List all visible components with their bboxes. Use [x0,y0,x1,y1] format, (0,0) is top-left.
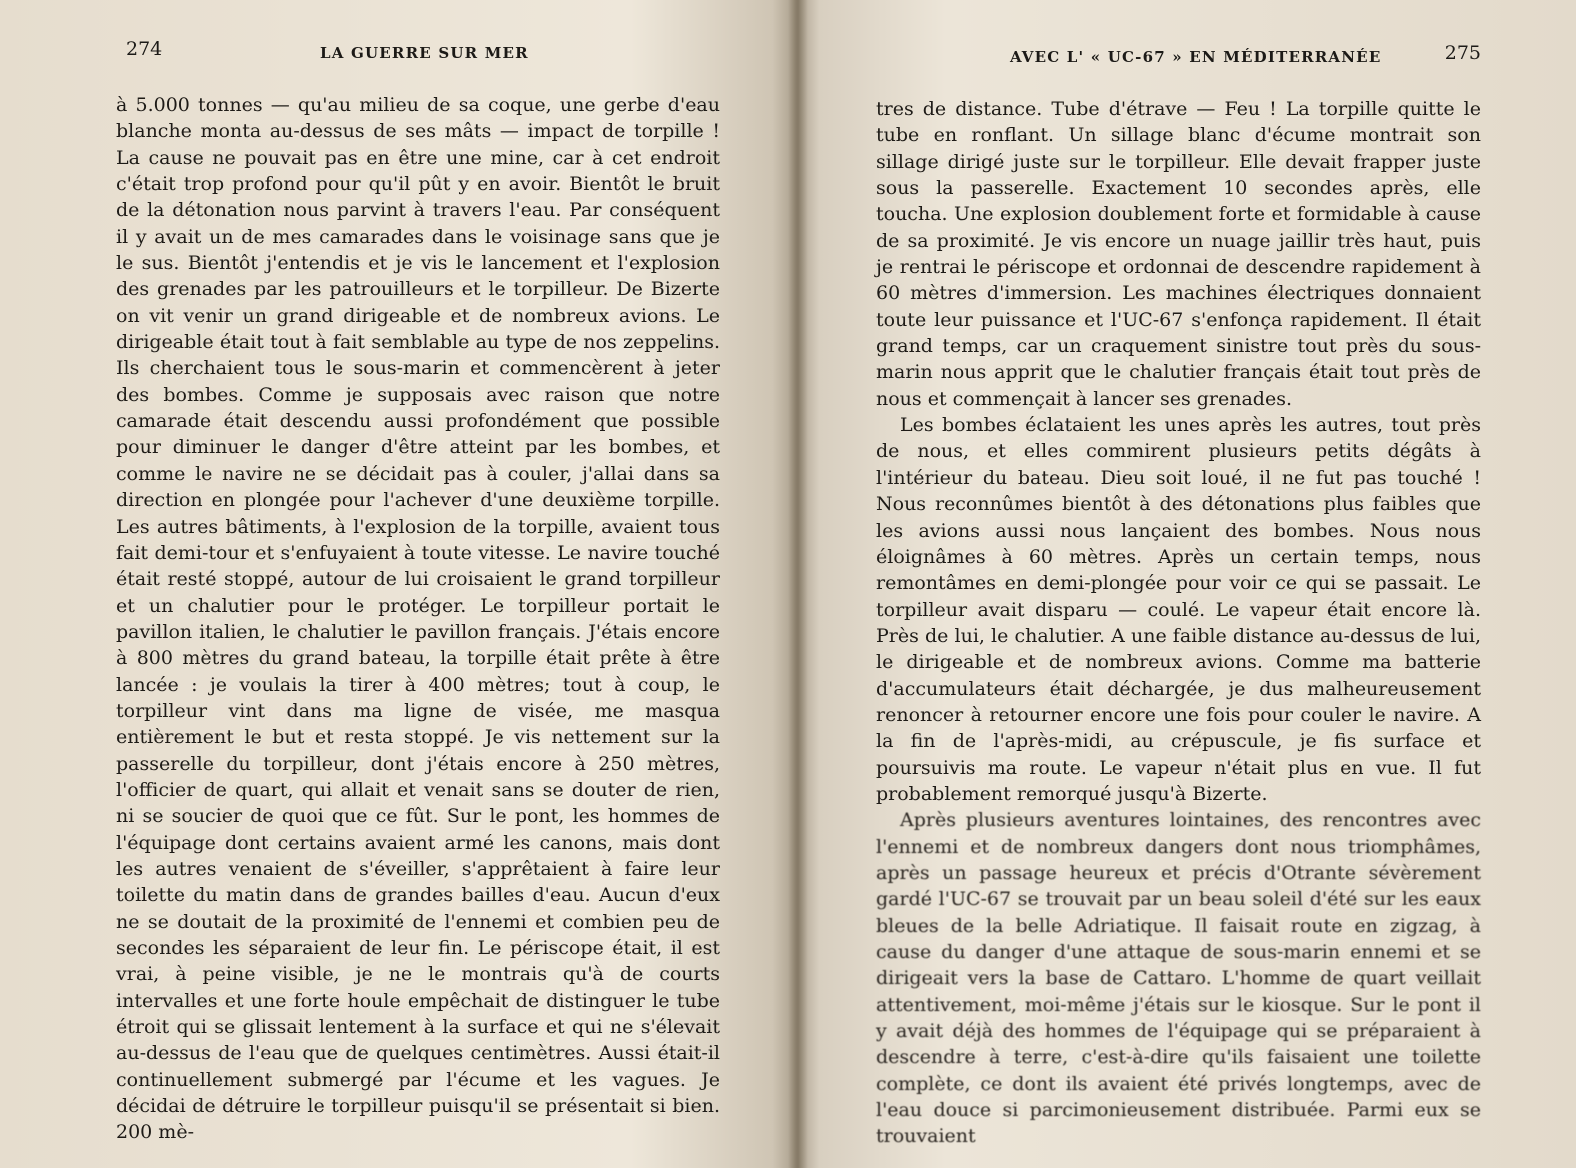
body-text-right [876,96,1481,1150]
running-head-left [108,38,720,72]
running-title-left: LA GUERRE SUR MER [320,44,529,62]
paragraph: à 5.000 tonnes — qu'au milieu de sa coque, une gerbe d'eau blanche monta au-dessus de ses mâts — impact de torpille ! La cause ne pouvait pas en être une mine, car à cet endroit c'était trop profond pour qu'il pût y en avoir. Bientôt le bruit de la détonation nous parvint à travers l'eau. Par conséquent il y avait un de mes camarades dans le voisinage sans que je le sus. Bientôt j'entendis et je vis le lancement et l'explosion des grenades par les patrouilleurs et le torpilleur. De Bizerte on vit venir un grand dirigeable et de nombreux avions. Le dirigeable était tout à fait semblable au type de nos zeppelins. Ils cherchaient tous le sous-marin et commencèrent à jeter des bombes. Comme je supposais avec raison que notre camarade était descendu aussi profondément que possible pour diminuer le danger d'être atteint par les bombes, et comme le navire ne se décidait pas à couler, j'allai dans sa direction en plongée pour l'achever d'une deuxième torpille. Les autres bâtiments, à l'explosion de la torpille, avaient tous fait demi-tour et s'enfuyaient à toute vitesse. Le navire touché était resté stoppé, autour de lui croisaient le grand torpilleur et un chalutier pour le protéger. Le torpilleur portait le pavillon italien, le chalutier le pavillon français. J'étais encore à 800 mètres du grand bateau, la torpille était prête à être lancée : je voulais la tirer à 400 mètres; tout à coup, le torpilleur vint dans ma ligne de visée, me masqua entièrement le but et resta stoppé. Je vis nettement sur la passerelle du torpilleur, dont j'étais encore à 250 mètres, l'officier de quart, qui allait et venait sans se douter de rien, ni se soucier de quoi que ce fût. Sur le pont, les hommes de l'équipage dont certains avaient armé les canons, mais dont les autres venaient de s'éveiller, s'apprêtaient à faire leur toilette du matin dans de grandes bailles d'eau. Aucun d'eux ne se doutait de la proximité de l'ennemi et combien peu de secondes les séparaient de leur fin. Le périscope était, il est vrai, à peine visible, je ne le montrais qu'à de courts intervalles et une forte houle empêchait de distinguer le tube étroit qui se glissait lentement à la surface et qui ne s'élevait au-dessus de l'eau que de quelques centimètres. Aussi était-il continuellement submergé par l'écume et les vagues. Je décidai de détruire le torpilleur puisqu'il se présentait si bien. 200 mè- [116,94,720,1144]
right-page [806,0,1576,1168]
running-title-right: AVEC L' « UC-67 » EN MÉDITERRANÉE [1010,48,1382,66]
running-head-right [876,42,1481,76]
page-number-left: 274 [126,38,163,60]
body-text-left [116,92,720,1146]
paragraph: Les bombes éclataient les unes après les autres, tout près de nous, et elles commirent plusieurs petits dégâts à l'intérieur du bateau. Dieu soit loué, il ne fut pas touché ! Nous reconnûmes bientôt à des détonations plus faibles que les avions aussi nous lançaient des bombes. Nous nous éloignâmes à 60 mètres. Après un certain temps, nous remontâmes en demi-plongée pour voir ce qui se passait. Le torpilleur avait disparu — coulé. Le vapeur était encore là. Près de lui, le chalutier. A une faible distance au-dessus de lui, le dirigeable et de nombreux avions. Comme ma batterie d'accumulateurs était déchargée, je dus malheureusement renoncer à retourner encore une fois pour couler le navire. A la fin de l'après-midi, au crépuscule, je fis surface et poursuivis ma route. Le vapeur n'était plus en vue. Il fut probablement remorqué jusqu'à Bizerte. [876,414,1481,805]
page-number-right: 275 [1444,42,1481,64]
paragraph: tres de distance. Tube d'étrave — Feu ! La torpille quitte le tube en ronflant. Un sillage blanc d'écume montrait son sillage dirigé juste sur le torpilleur. Elle devait frapper juste sous la passerelle. Exactement 10 secondes après, elle toucha. Une explosion doublement forte et formidable à cause de sa proximité. Je vis encore un nuage jaillir très haut, puis je rentrai le périscope et ordonnai de descendre rapidement à 60 mètres d'immersion. Les machines électriques donnaient toute leur puissance et l'UC-67 s'enfonça rapidement. Il était grand temps, car un craquement sinistre tout près du sous-marin nous apprit que le chalutier français était tout près de nous et commençait à lancer ses grenades. [876,98,1481,410]
paragraph: Après plusieurs aventures lointaines, des rencontres avec l'ennemi et de nombreux dangers dont nous triomphâmes, après un passage heureux et précis d'Otrante sévèrement gardé l'UC-67 se trouvait par un beau soleil d'été sur les eaux bleues de la belle Adriatique. Il faisait route en zigzag, à cause du danger d'une attaque de sous-marin ennemi et se dirigeait vers la base de Cattaro. L'homme de quart veillait attentivement, moi-même j'étais sur le kiosque. Sur le pont il y avait déjà des hommes de l'équipage qui se préparaient à descendre à terre, c'est-à-dire qu'ils faisaient une toilette complète, ce dont ils avaient été privés longtemps, avec de l'eau douce si parcimonieusement distribuée. Parmi eux se trouvaient [876,809,1481,1148]
book-gutter [788,0,808,1168]
